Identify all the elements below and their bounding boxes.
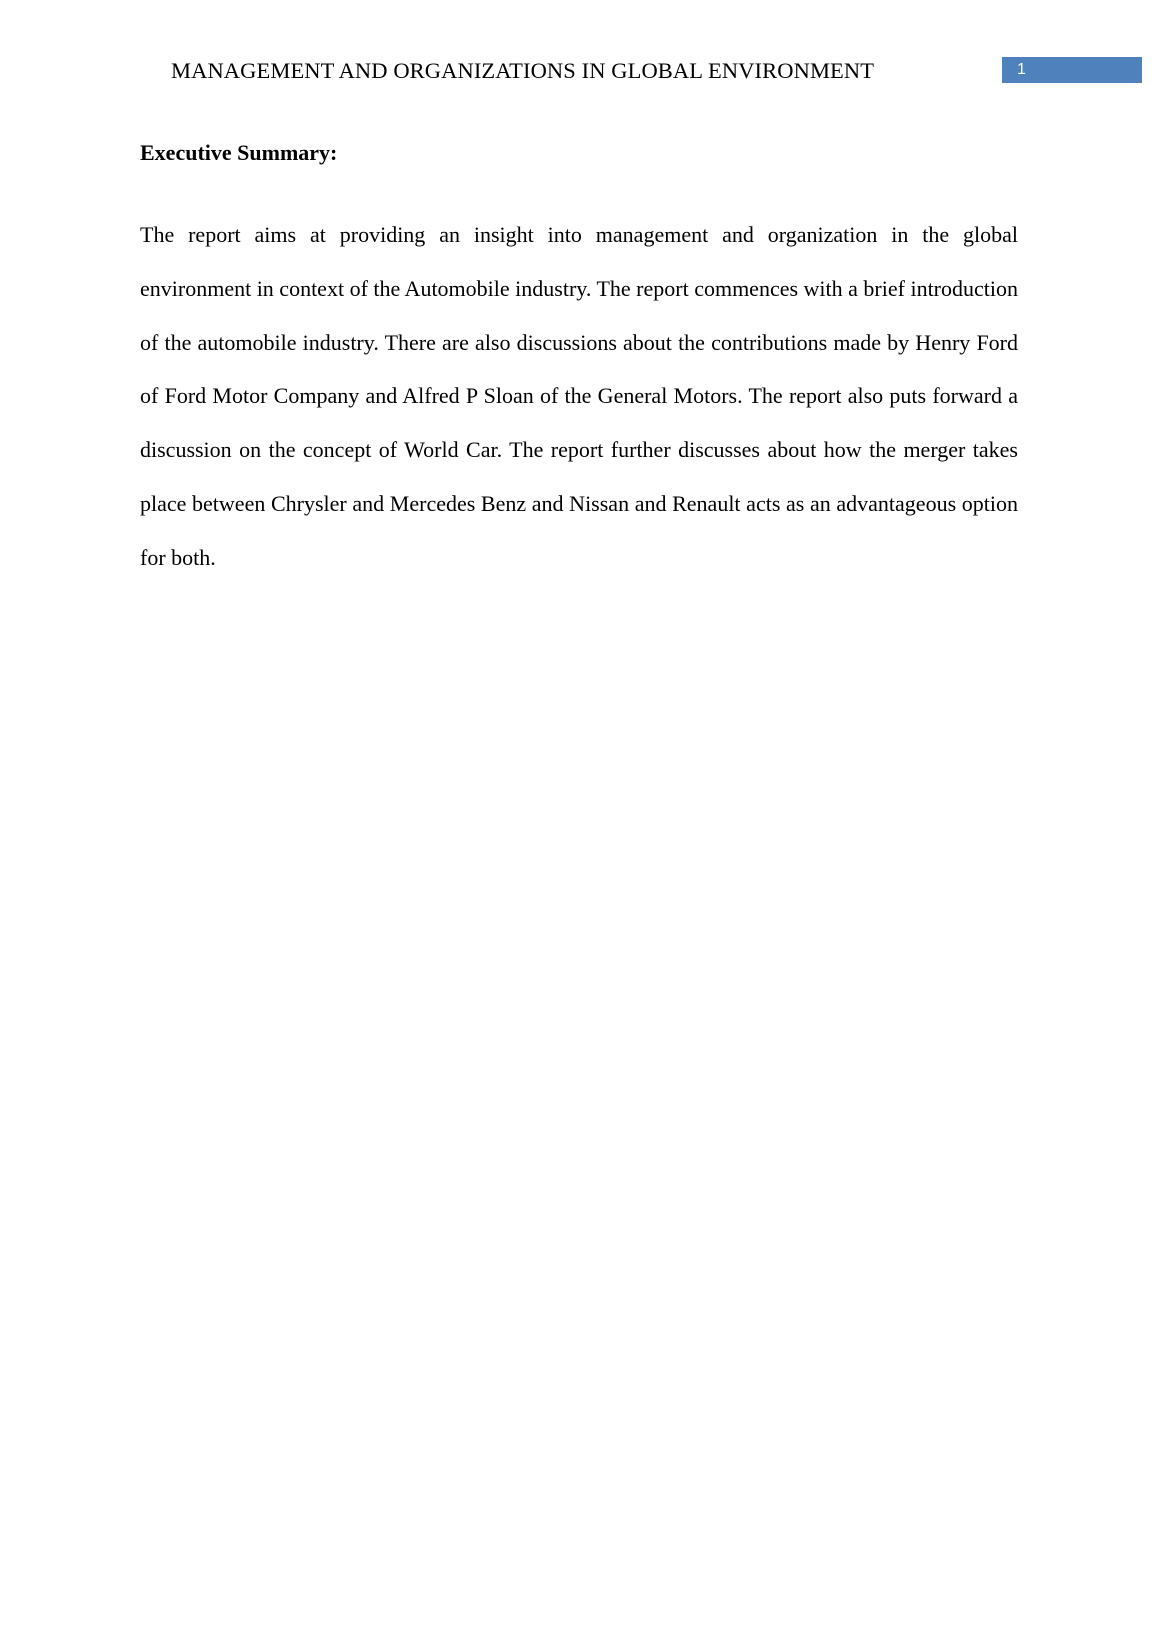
- summary-paragraph: The report aims at providing an insight into management and organization in the global environment in context of the Automobile industry. The report commences with a brief introduction of the automobile industry. There are also discussions about the contributions made by Henry Ford of Ford Motor Company and Alfred P Sloan of the General Motors. The report also puts forward a discussion on the concept of World Car. The report further discusses about how the merger takes place between Chrysler and Mercedes Benz and Nissan and Renault acts as an advantageous option for both.: [140, 222, 1018, 570]
- running-header-title: MANAGEMENT AND ORGANIZATIONS IN GLOBAL ENVIRONMENT: [171, 58, 875, 83]
- section-heading: Executive Summary:: [140, 140, 338, 165]
- page-number-badge: [1002, 57, 1142, 83]
- page-number: 1: [1017, 61, 1026, 78]
